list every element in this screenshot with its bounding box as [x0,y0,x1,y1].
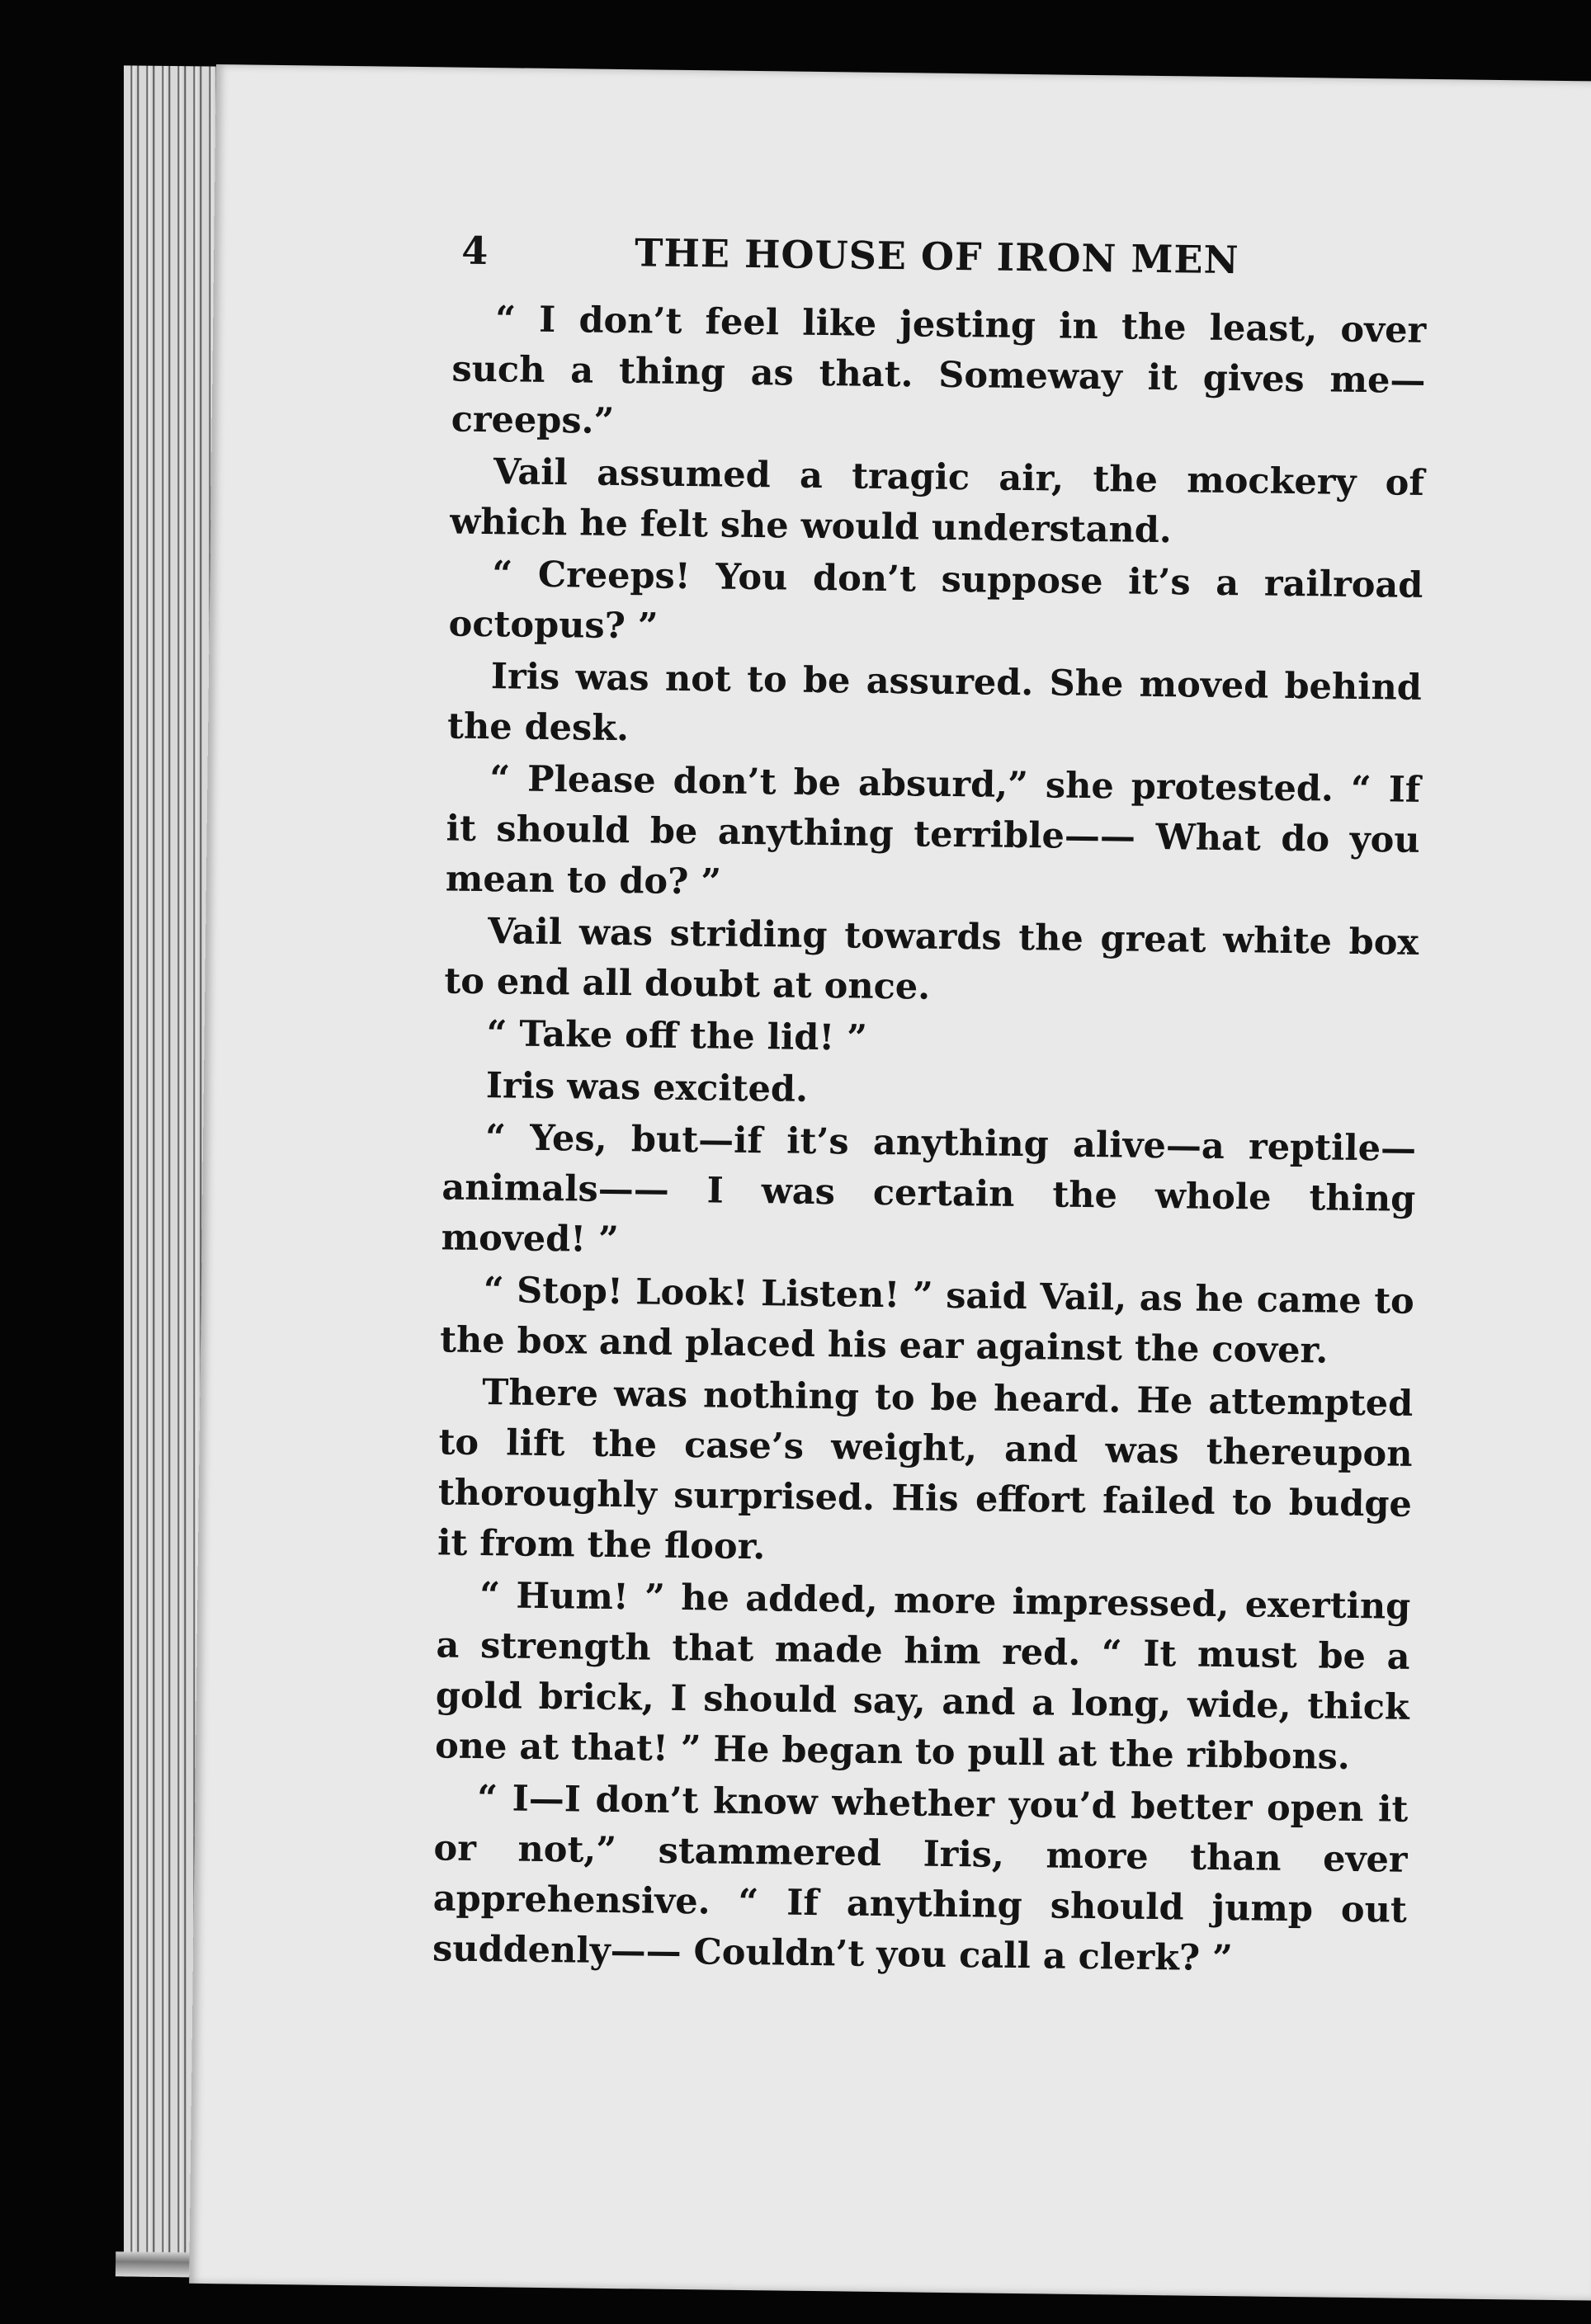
paragraph: There was nothing to be heard. He attempted to lift the case’s weight, and was thereupon thoroughly surprised. His effort failed to budge it from the floor. [437,1372,1414,1568]
paragraph: Vail assumed a tragic air, the mockery of which he felt she would understand. [449,451,1425,552]
paragraph: “ Take off the lid! ” [486,1013,868,1059]
paragraph: “ Hum! ” he added, more impressed, exerting a strength that made him red. “ It must be a gold brick, I should say, and a long, wide, thick one at that! ” He began to pull at the ribbons. [434,1575,1411,1778]
paragraph: Vail was striding towards the great white box to end all doubt at once. [444,911,1419,1008]
paragraph: Iris was not to be assured. She moved behind the desk. [446,656,1423,750]
paragraph: “ Creeps! You don’t suppose it’s a railroad octopus? ” [448,554,1423,648]
running-title: THE HOUSE OF IRON MEN [634,230,1239,283]
paragraph: “ I don’t feel like jesting in the least, over such a thing as that. Someway it gives me—creeps.” [451,299,1427,442]
page-header [460,228,1378,283]
paragraph: Iris was excited. [485,1065,809,1110]
paragraph: “ Stop! Look! Listen! ” said Vail, as he came to the box and placed his ear against the cover. [439,1270,1415,1372]
paragraph: “ Yes, but—if it’s anything alive—a reptile—animals—— I was certain the whole thing moved! ” [441,1117,1417,1261]
book-page [189,64,1591,2301]
page-number: 4 [460,228,489,274]
paragraph: “ I—I don’t know whether you’d better open it or not,” stammered Iris, more than ever apprehensive. “ If anything should jump out suddenly—— Couldn’t you call a clerk? ” [432,1778,1409,1980]
body-text [432,295,1427,1988]
paragraph: “ Please don’t be absurd,” she protested. “ If it should be anything terrible—— What do you mean to do? ” [445,758,1421,903]
